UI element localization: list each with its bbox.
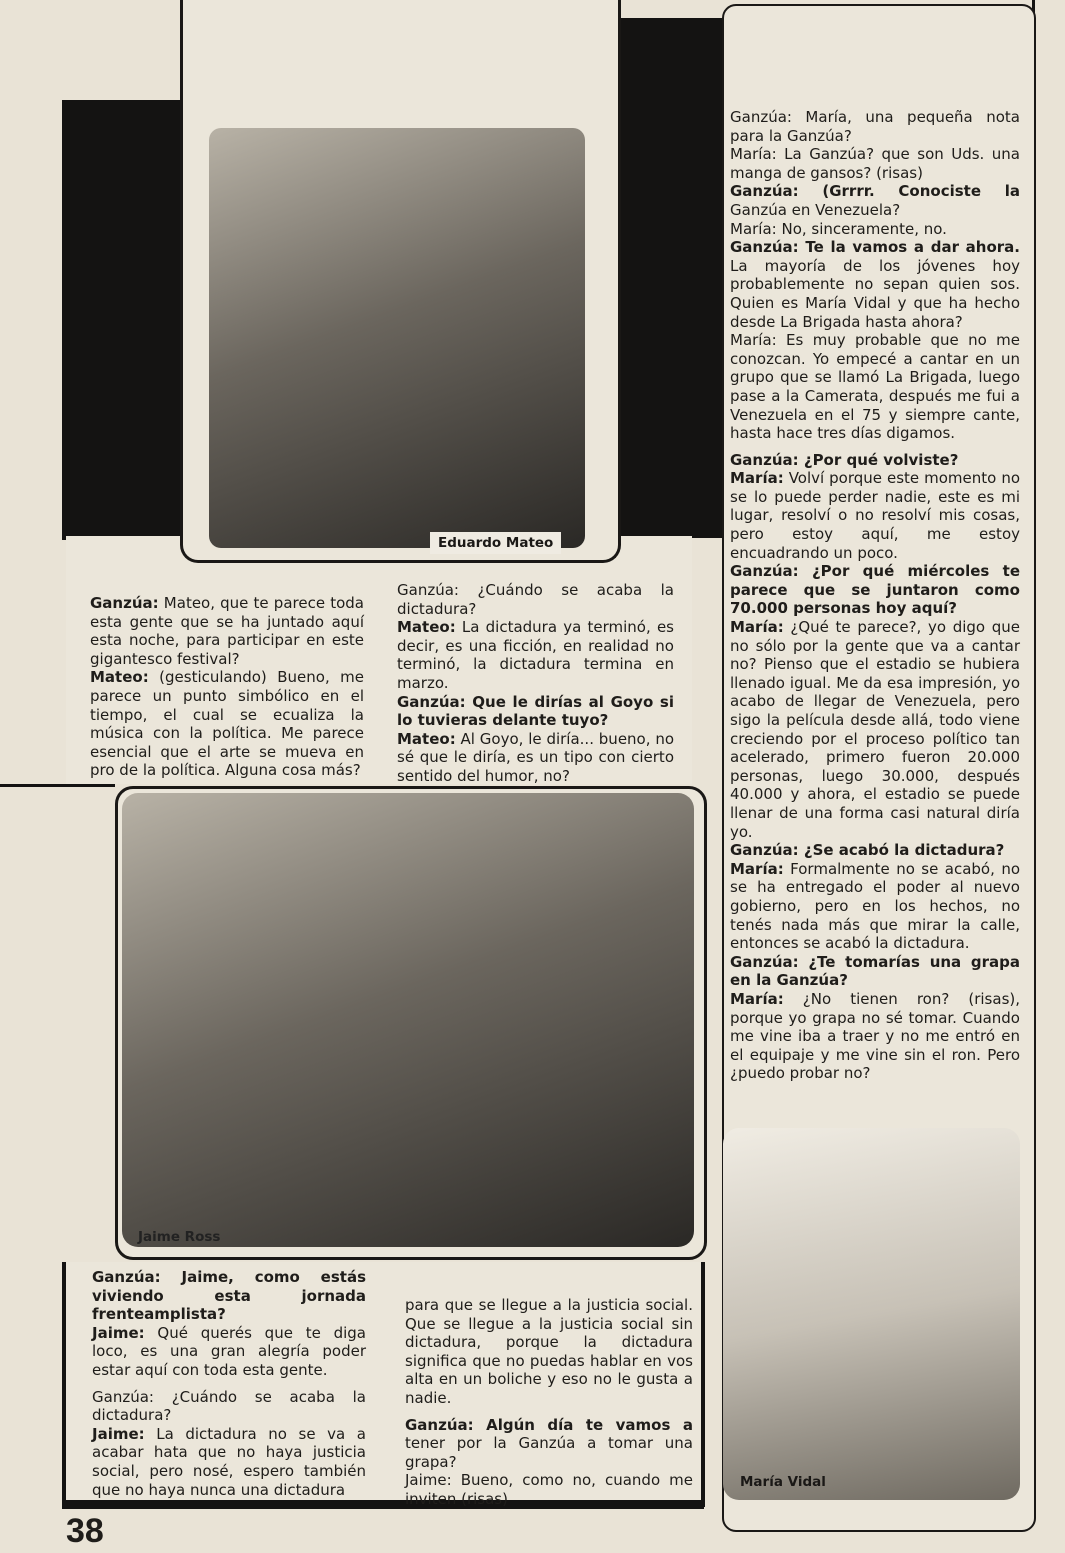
paragraph (92, 1324, 366, 1380)
speaker-label: Ganzúa: (Grrrr. Conociste la (730, 182, 1020, 201)
paragraph-text: Qué querés que te diga loco, es una gran alegría poder estar aquí con toda esta gente. (92, 1323, 366, 1379)
paragraph (730, 618, 1020, 841)
ross-interview-col2 (405, 1296, 693, 1509)
speaker-label: Ganzúa: Jaime, como estás viviendo esta jornada frenteamplista? (92, 1268, 366, 1324)
jaime-ross-portrait (122, 793, 694, 1247)
paragraph (92, 1268, 366, 1324)
paragraph (397, 730, 674, 786)
speaker-label: Ganzúa: ¿Por qué miércoles te parece que se juntaron como 70.000 personas hoy aquí? (730, 562, 1020, 618)
paragraph (730, 108, 1020, 145)
speaker-label: Ganzúa: Algún día te vamos a (405, 1415, 693, 1434)
paragraph (90, 668, 364, 780)
paragraph (92, 1425, 366, 1499)
paragraph (730, 469, 1020, 562)
paragraph-text: La mayoría de los jóvenes hoy probablemente no sepan quien sos. Quien es María Vidal y que ha hecho desde La Brigada hasta ahora? (730, 256, 1020, 331)
caption-eduardo-mateo: Eduardo Mateo (430, 532, 561, 554)
speaker-label: Jaime: (92, 1323, 145, 1342)
paragraph-text: María: No, sinceramente, no. (730, 219, 947, 238)
paragraph (730, 220, 1020, 239)
paragraph (92, 1388, 366, 1425)
speaker-label: Ganzúa: ¿Por qué volviste? (730, 450, 959, 469)
paragraph (405, 1471, 693, 1508)
black-block-top-center (612, 18, 722, 538)
caption-jaime-ross: Jaime Ross (138, 1229, 221, 1245)
speaker-label: María: (730, 618, 784, 637)
vidal-interview-col (730, 108, 1020, 1083)
speaker-label: Ganzúa: ¿Te tomarías una grapa en la Ganzúa? (730, 952, 1020, 990)
paragraph-text: (gesticulando) Bueno, me parece un punto simbólico en el tiempo, el cual se ecualiza la música con la política. Me parece esencial que el arte se mueva en pro de la política. Alguna cosa más? (90, 668, 364, 780)
page-number: 38 (66, 1512, 104, 1550)
paragraph (90, 594, 364, 668)
speaker-label: Mateo: (397, 618, 456, 637)
paragraph (405, 1296, 693, 1408)
ross-interview-col1 (92, 1268, 366, 1499)
paragraph (397, 618, 674, 692)
paragraph (397, 693, 674, 730)
paragraph-text: tener por la Ganzúa a tomar una grapa? (405, 1434, 693, 1471)
eduardo-mateo-portrait (209, 128, 585, 548)
black-line-right (701, 1262, 705, 1507)
paragraph (730, 451, 1020, 470)
mateo-interview-col1 (90, 594, 364, 780)
mateo-interview-col2 (397, 581, 674, 786)
speaker-label: María: (730, 469, 784, 488)
black-line-left-mid (0, 784, 115, 787)
paragraph-text: para que se llegue a la justicia social. Que se llegue a la justicia social sin dictadura, porque la dictadura significa que no puedas hablar en vos alta en un boliche y eso no le gusta a nadie. (405, 1296, 693, 1407)
speaker-label: Mateo: (397, 729, 456, 748)
eduardo-mateo-photo (180, 0, 621, 563)
paragraph-text: Ganzúa: ¿Cuándo se acaba la dictadura? (92, 1387, 366, 1425)
paragraph-text: Volví porque este momento no se lo puede perder nadie, este es mi lugar, resolví o no resolví mis cosas, pero estoy aquí, me estoy encuadrando un poco. (730, 469, 1020, 562)
paragraph-text: Formalmente no se acabó, no se ha entregado el poder al nuevo gobierno, pero en los hechos, no tenés nada más que mirar la calle, entonces se acabó la dictadura. (730, 859, 1020, 953)
paragraph-text: María: Es muy probable que no me conozcan. Yo empecé a cantar en un grupo que se llamó La Brigada, luego pase a la Camerata, después me fui a Venezuela en el 75 y siempre cante, hasta hace tres días digamos. (730, 331, 1020, 443)
paragraph (730, 331, 1020, 443)
caption-maria-vidal: María Vidal (740, 1474, 826, 1490)
paragraph-text: La dictadura ya terminó, es decir, es una ficción, en realidad no terminó, la dictadura termina en marzo. (397, 618, 674, 692)
paragraph-text: ¿Qué te parece?, yo digo que no sólo por la gente que va a cantar no? Pienso que el estadio se hubiera llenado igual. Me da esa impresión, yo acabo de llegar de Venezuela, pero sigo la película desde allá, todo viene creciendo por el proceso político tan acelerado, primero fueron 20.000 personas, luego 30.000, después 40.000 y ahora, el estadio se puede llenar de una forma casi natural diría yo. (730, 618, 1020, 841)
speaker-label: Ganzúa: Que le dirías al Goyo si lo tuvieras delante tuyo? (397, 692, 674, 730)
speaker-label: María: (730, 859, 784, 878)
paragraph (730, 182, 1020, 219)
speaker-label: Jaime: (92, 1424, 145, 1443)
paragraph-text: Al Goyo, le diría... bueno, no sé que le diría, es un tipo con cierto sentido del humor, no? (397, 729, 674, 785)
paragraph (730, 953, 1020, 990)
paragraph-text: María: La Ganzúa? que son Uds. una manga de gansos? (risas) (730, 145, 1020, 182)
paragraph-text: Ganzúa en Venezuela? (730, 200, 901, 219)
paragraph-text: Jaime: Bueno, como no, cuando me inviten (risas) (405, 1471, 693, 1508)
speaker-label: María: (730, 989, 784, 1008)
paragraph (730, 841, 1020, 860)
black-block-top-left (62, 100, 182, 540)
paragraph (730, 562, 1020, 618)
paragraph (730, 990, 1020, 1083)
paragraph (730, 145, 1020, 182)
maria-vidal-photo (723, 1128, 1020, 1500)
paragraph-text: Mateo, que te parece toda esta gente que se ha juntado aquí esta noche, para participar en este gigantesco festival? (90, 594, 364, 668)
paragraph-text: La dictadura no se va a acabar hata que no haya justicia social, pero nosé, espero también que no haya nunca una dictadura (92, 1424, 366, 1499)
paragraph (730, 238, 1020, 331)
speaker-label: Ganzúa: ¿Se acabó la dictadura? (730, 841, 1005, 860)
paragraph-text: Ganzúa: ¿Cuándo se acaba la dictadura? (397, 581, 674, 618)
speaker-label: Mateo: (90, 668, 149, 687)
paragraph-text: Ganzúa: María, una pequeña nota para la Ganzúa? (730, 108, 1020, 145)
jaime-ross-photo (115, 786, 707, 1260)
paragraph-text: ¿No tienen ron? (risas), porque yo grapa no sé tomar. Cuando me vine iba a traer y no me entró en el equipaje y me vine sin el ron. Pero ¿puedo probar no? (730, 989, 1020, 1083)
speaker-label: Ganzúa: (90, 594, 159, 612)
paragraph (730, 860, 1020, 953)
speaker-label: Ganzúa: Te la vamos a dar ahora. (730, 238, 1020, 257)
paragraph (405, 1416, 693, 1472)
paragraph (397, 581, 674, 618)
